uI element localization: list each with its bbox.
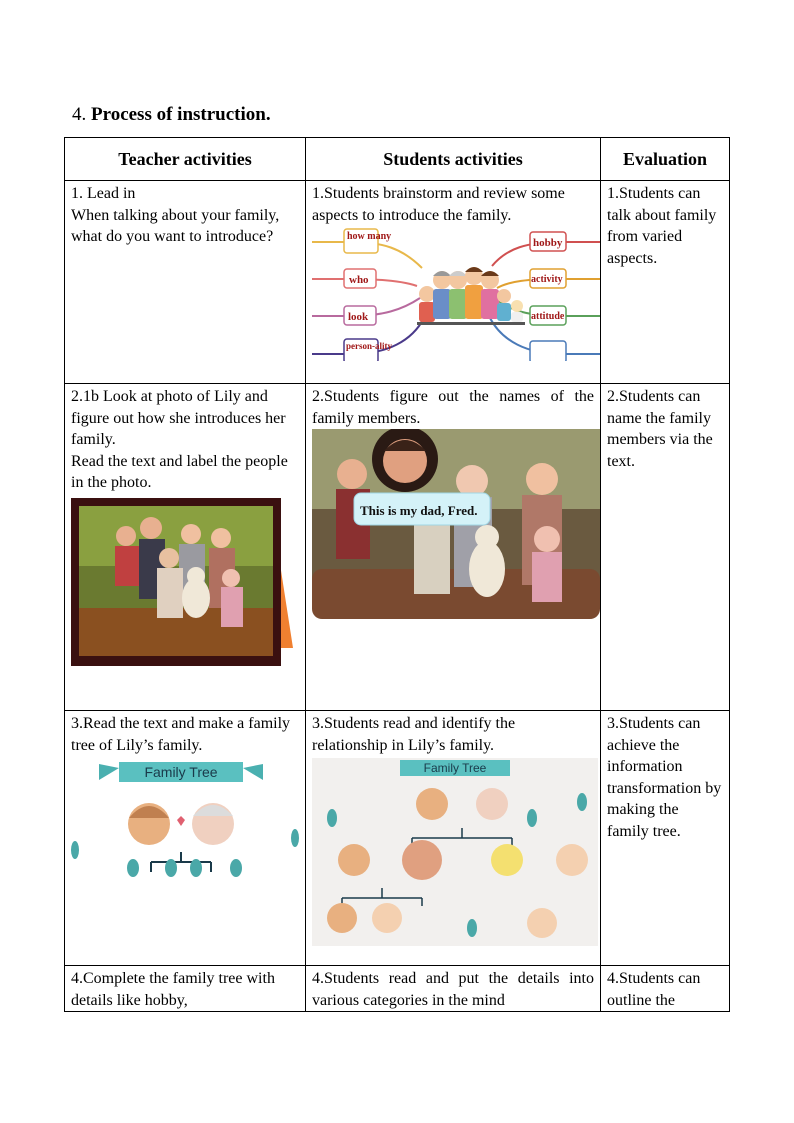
cell-students: [306, 966, 601, 1012]
family-photo-image: [71, 498, 299, 668]
family-tree-large-image: [312, 758, 598, 946]
table-row: [65, 384, 730, 711]
teacher-text: 2.1b Look at photo of Lily and figure out how she introduces her family.: [71, 388, 286, 448]
instruction-table: [64, 137, 730, 1012]
header-teacher: Teacher activities: [65, 138, 306, 181]
family-photo-bubble-image: [312, 429, 600, 619]
family-illustration: [417, 267, 525, 325]
speech-bubble-text: This is my dad, Fred.: [360, 503, 478, 518]
students-text: 2.Students figure out the names of the family members.: [312, 388, 594, 427]
teacher-text: Read the text and label the people in the photo.: [71, 452, 288, 491]
teacher-text: When talking about your family, what do you want to introduce?: [71, 206, 280, 245]
mindmap-label: person-ality: [346, 341, 392, 351]
table-row: [65, 966, 730, 1012]
cell-evaluation: [601, 711, 730, 966]
students-text: 3.Students read and identify the relationship in Lily’s family.: [312, 715, 516, 754]
family-tree-banner: Family Tree: [144, 764, 218, 780]
mindmap-label: how many: [347, 231, 392, 242]
evaluation-text: 1.Students can talk about family from varied aspects.: [607, 185, 717, 267]
header-students: Students activities: [306, 138, 601, 181]
family-mindmap-image: [312, 226, 600, 361]
header-row: [65, 138, 730, 181]
teacher-text: 4.Complete the family tree with details like hobby,: [71, 970, 275, 1009]
family-tree-banner: Family Tree: [423, 761, 487, 775]
header-evaluation: Evaluation: [601, 138, 730, 181]
cell-evaluation: [601, 384, 730, 711]
cell-evaluation: [601, 966, 730, 1012]
cell-students: [306, 384, 601, 711]
cell-students: [306, 181, 601, 384]
cell-students: [306, 711, 601, 966]
heading-number: 4.: [72, 104, 91, 125]
teacher-text: 3.Read the text and make a family tree of Lily’s family.: [71, 715, 291, 754]
teacher-text: 1. Lead in: [71, 185, 136, 202]
table-row: [65, 181, 730, 384]
mindmap-label: hobby: [533, 237, 563, 249]
cell-evaluation: [601, 181, 730, 384]
table-row: [65, 711, 730, 966]
mindmap-label: activity: [531, 274, 563, 285]
section-heading: [72, 104, 271, 126]
cell-teacher: [65, 181, 306, 384]
evaluation-text: 2.Students can name the family members via the text.: [607, 388, 713, 470]
mindmap-label: attitude: [531, 311, 565, 322]
heading-title: Process of instruction.: [91, 104, 271, 125]
evaluation-text: 4.Students can outline the: [607, 970, 701, 1009]
cell-teacher: [65, 384, 306, 711]
students-text: 1.Students brainstorm and review some aspects to introduce the family.: [312, 185, 565, 224]
mindmap-label: look: [348, 311, 369, 323]
students-text: 4.Students read and put the details into various categories in the mind: [312, 970, 594, 1009]
family-tree-small-image: [71, 758, 299, 888]
cell-teacher: [65, 711, 306, 966]
cell-teacher: [65, 966, 306, 1012]
mindmap-label: who: [349, 274, 369, 286]
evaluation-text: 3.Students can achieve the information transformation by making the family tree.: [607, 715, 722, 840]
